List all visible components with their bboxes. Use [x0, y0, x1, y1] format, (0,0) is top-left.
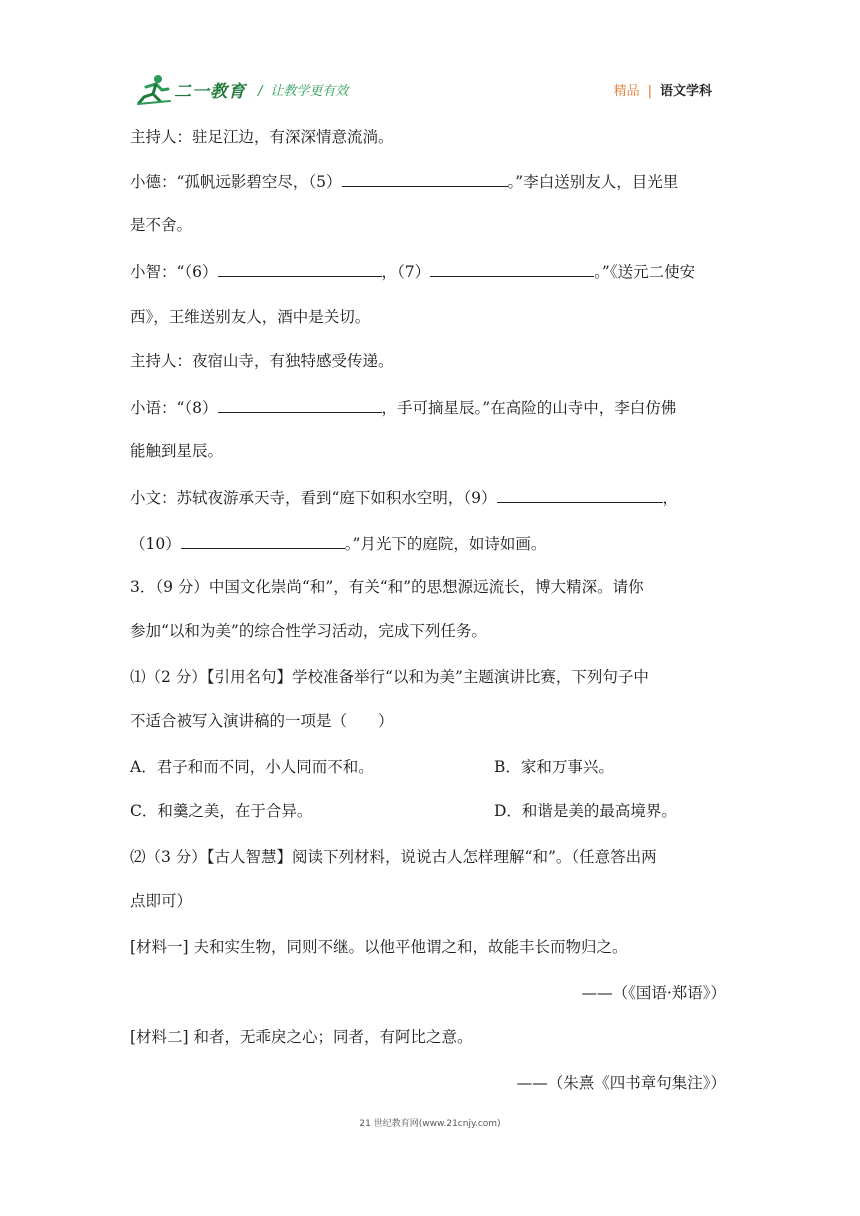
- text: 。”李白送别友人，目光里: [507, 173, 679, 191]
- slogan-text: 让教学更有效: [270, 84, 349, 99]
- text: 小文：苏轼夜游承天寺，看到“庭下如积水空明，（9）: [130, 489, 497, 507]
- text: 不适合被写入演讲稿的一项是（ ）: [130, 712, 394, 730]
- text: 。”月光下的庭院，如诗如画。: [344, 535, 547, 553]
- page-footer: 21 世纪教育网(www.21cnjy.com): [359, 1119, 501, 1129]
- text: 主持人：驻足江边，有深深情意流淌。: [130, 128, 394, 146]
- text: 。”《送元二使安: [594, 263, 696, 281]
- page-header: [136, 72, 728, 106]
- text-line: [130, 170, 678, 192]
- text-line: [130, 532, 546, 554]
- text: A．君子和而不同，小人同而不和。: [130, 758, 374, 776]
- text: 参加“以和为美”的综合性学习活动，完成下列任务。: [130, 622, 487, 640]
- text-line: [130, 260, 695, 282]
- answer-blank[interactable]: [497, 486, 663, 503]
- text: ⑵（3 分）【古人智慧】阅读下列材料，说说古人怎样理解“和”。（任意答出两: [130, 848, 657, 866]
- answer-blank[interactable]: [342, 170, 508, 187]
- text: D．和谐是美的最高境界。: [494, 802, 677, 820]
- material-two-source: [130, 1072, 726, 1094]
- text: 主持人：夜宿山寺，有独特感受传递。: [130, 352, 394, 370]
- text: 能触到星辰。: [130, 442, 224, 460]
- text: （10）: [130, 535, 181, 553]
- text: C．和羹之美，在于合异。: [130, 802, 313, 820]
- text: 3．（9 分）中国文化崇尚“和”，有关“和”的思想源远流长，博大精深。请你: [130, 578, 644, 596]
- answer-blank[interactable]: [218, 396, 382, 413]
- answer-blank[interactable]: [430, 260, 594, 277]
- slash-divider: /: [258, 84, 263, 99]
- logo: [136, 72, 246, 106]
- question-text: [130, 710, 394, 732]
- text-line: [130, 440, 223, 462]
- answer-blank[interactable]: [181, 532, 345, 549]
- header-tag: [614, 80, 712, 99]
- tag-divider: |: [647, 84, 652, 99]
- material-one: [130, 936, 628, 958]
- question-text: [130, 576, 644, 598]
- text: ——（《国语·郑语》）: [581, 984, 726, 1002]
- text-line: [130, 486, 678, 508]
- option-a[interactable]: [130, 756, 374, 778]
- text-line: [130, 350, 394, 372]
- text: [材料一] 夫和实生物，同则不继。以他平他谓之和，故能丰长而物归之。: [130, 938, 628, 956]
- text: ⑴（2 分）【引用名句】学校准备举行“以和为美”主题演讲比赛，下列句子中: [130, 668, 649, 686]
- slogan: [258, 80, 348, 99]
- question-text: [130, 890, 192, 912]
- text-line: [130, 126, 394, 148]
- logo-text: 二一教育: [174, 81, 246, 102]
- text-line: [130, 396, 676, 418]
- text: B．家和万事兴。: [494, 758, 614, 776]
- runner-logo-icon: [136, 73, 172, 105]
- text: 小智：“（6）: [130, 263, 218, 281]
- answer-blank[interactable]: [218, 260, 382, 277]
- question-text: [130, 666, 649, 688]
- text: 点即可）: [130, 892, 193, 910]
- option-c[interactable]: [130, 800, 312, 822]
- subject-label: 语文学科: [659, 84, 712, 99]
- text: ，（7）: [381, 263, 431, 281]
- text: 小德：“孤帆远影碧空尽，（5）: [130, 173, 342, 191]
- quality-label: 精品: [613, 84, 640, 99]
- text: [材料二] 和者，无乖戾之心；同者，有阿比之意。: [130, 1028, 473, 1046]
- text: 小语：“（8）: [130, 399, 218, 417]
- text-line: [130, 306, 370, 328]
- text: 是不舍。: [130, 216, 193, 234]
- option-d[interactable]: [494, 800, 677, 822]
- material-two: [130, 1026, 473, 1048]
- question-text: [130, 846, 657, 868]
- material-one-source: [130, 982, 726, 1004]
- text: ——（朱熹《四书章句集注》）: [516, 1074, 726, 1092]
- question-text: [130, 620, 487, 642]
- text: ，手可摘星辰。”在高险的山寺中，李白仿佛: [381, 399, 677, 417]
- text-line: [130, 214, 192, 236]
- text: ，: [662, 489, 679, 507]
- text: 西》，王维送别友人，酒中是关切。: [130, 308, 371, 326]
- option-b[interactable]: [494, 756, 614, 778]
